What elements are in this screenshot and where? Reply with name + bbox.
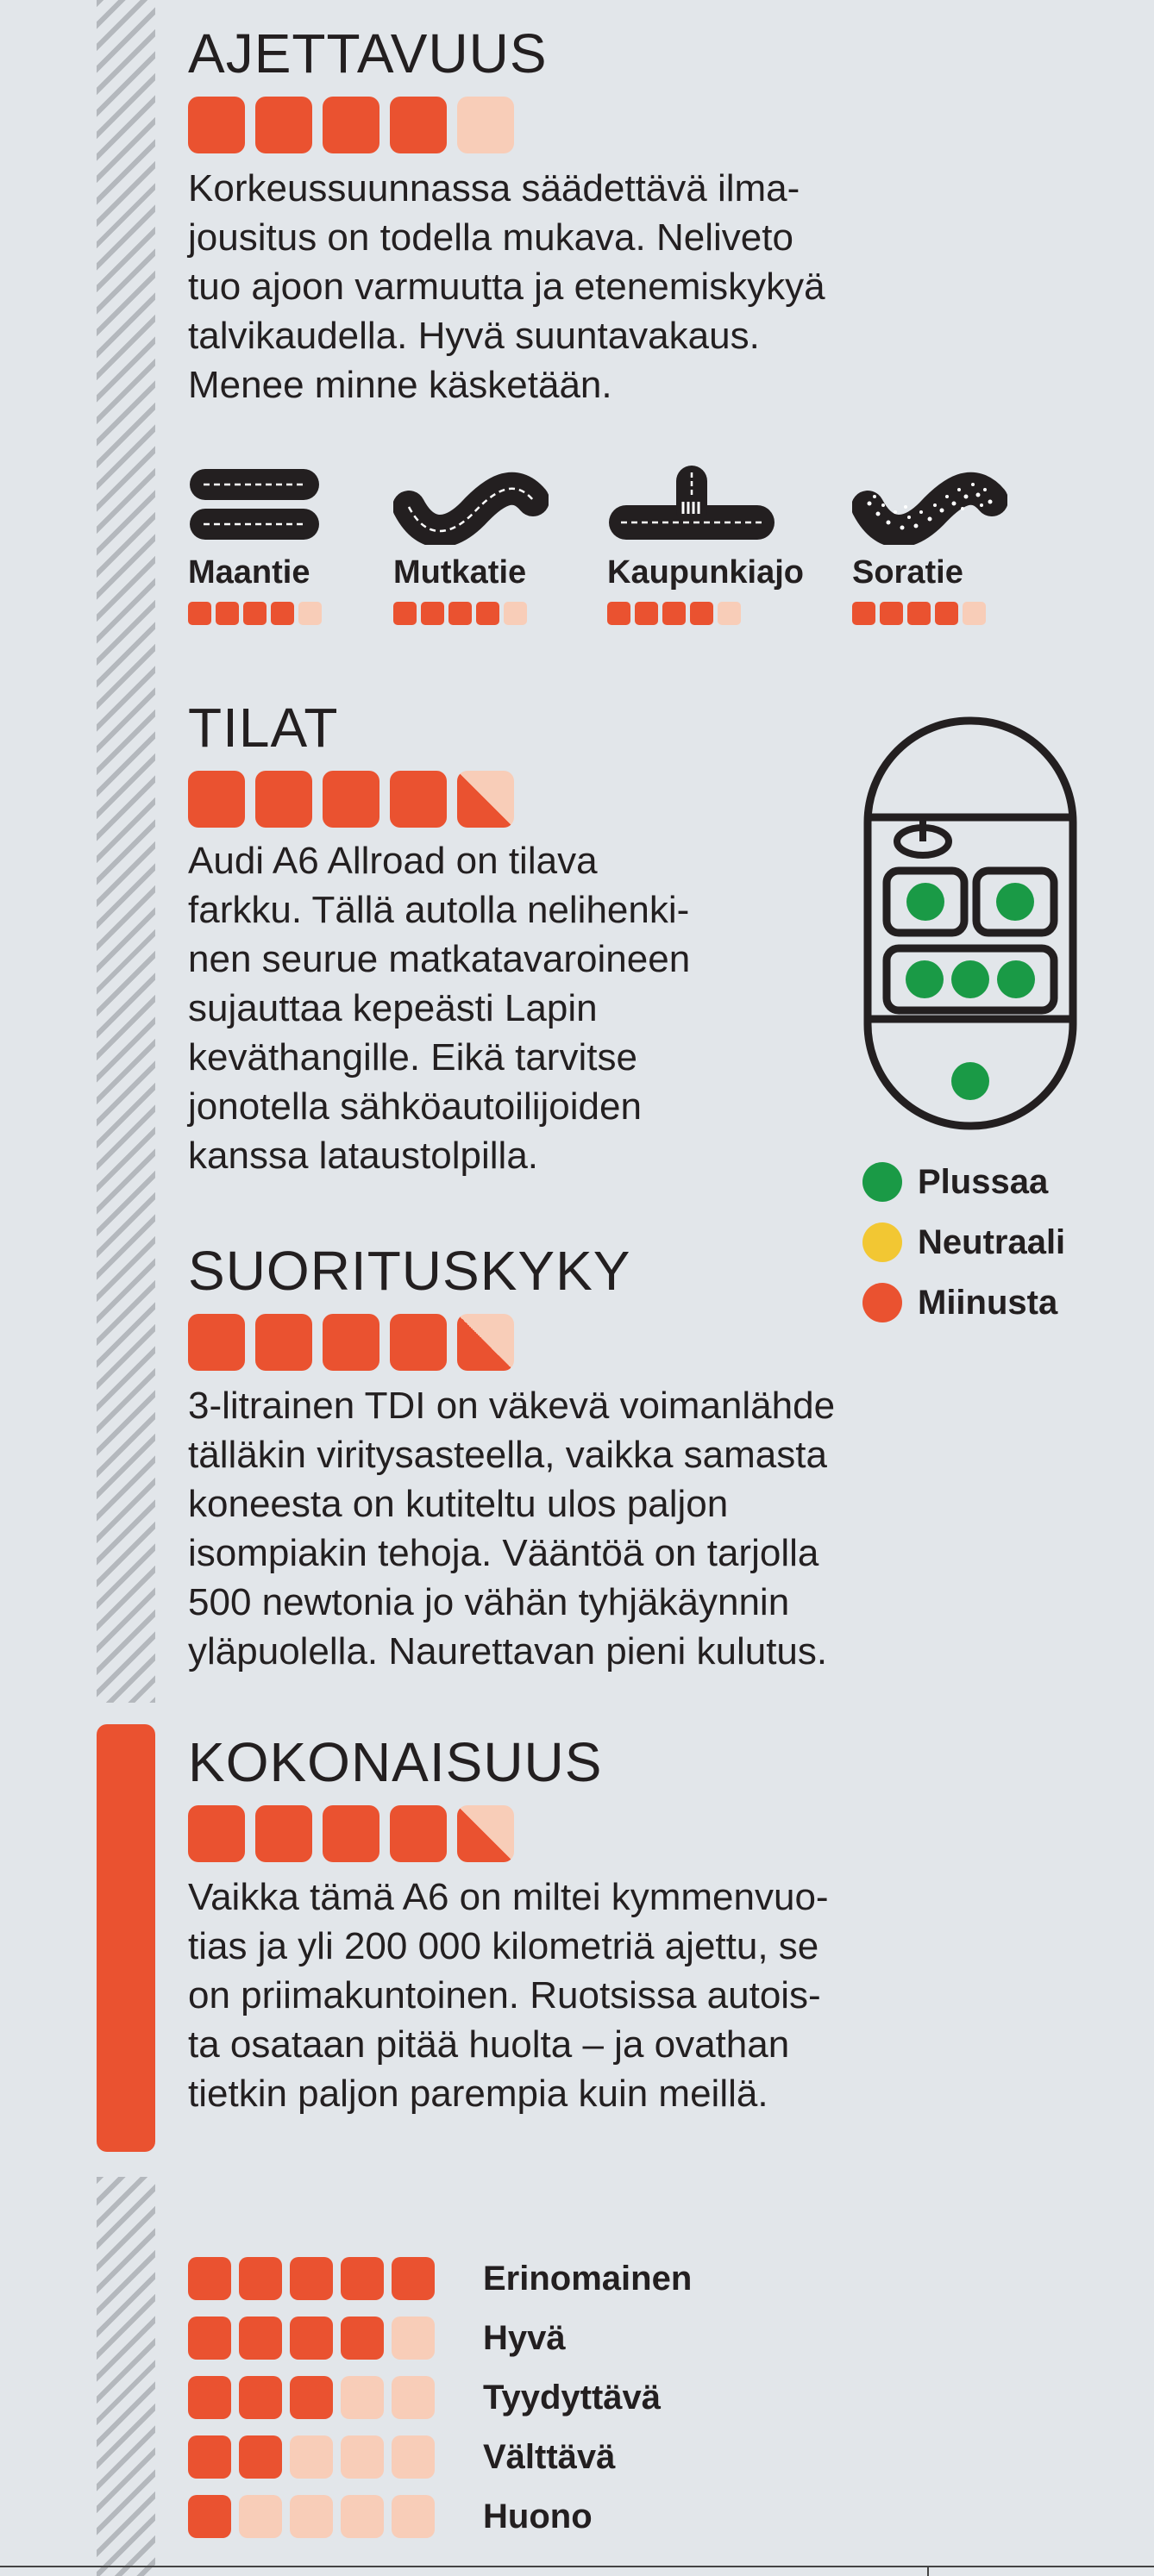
text-line: Korkeussuunnassa säädettävä ilma- (188, 167, 800, 209)
rating-block (255, 771, 312, 828)
rating-block (880, 602, 903, 625)
seat-plus-icon (951, 1062, 989, 1100)
rating-block (188, 1805, 245, 1862)
road-rating (607, 602, 804, 625)
section-suorituskyky (188, 1241, 835, 1676)
rating-block (341, 2317, 384, 2360)
scale-row (188, 2495, 692, 2538)
rating-block (188, 2257, 231, 2300)
section-title: SUORITUSKYKY (188, 1240, 631, 1302)
text-line: Vaikka tämä A6 on miltei kymmenvuo- (188, 1876, 829, 1918)
rating-block (188, 97, 245, 153)
rating-block (239, 2257, 282, 2300)
rating-block (255, 1314, 312, 1371)
rating-block (390, 97, 447, 153)
text-line: talvikaudella. Hyvä suuntavakaus. (188, 315, 760, 357)
road-label: Mutkatie (393, 554, 527, 591)
rating-block (239, 2376, 282, 2419)
scale-label: Huono (483, 2497, 593, 2535)
rating-block (239, 2435, 282, 2479)
highway-icon (188, 466, 321, 545)
rating-block (188, 2376, 231, 2419)
rating-block (852, 602, 875, 625)
red-dot-icon (862, 1283, 902, 1322)
seat-plus-icon (996, 883, 1034, 921)
section-tilat (188, 698, 690, 1180)
highlight-bar (97, 1724, 155, 2152)
text-line: nen seurue matkatavaroineen (188, 938, 691, 980)
road-kaupunkiajo (607, 466, 804, 625)
rating-blocks (188, 1314, 835, 1371)
text-line: Audi A6 Allroad on tilava (188, 840, 598, 882)
text-line: koneesta on kutiteltu ulos paljon (188, 1483, 729, 1525)
text-line: jousitus on todella mukava. Neliveto (188, 216, 793, 259)
text-line: farkku. Tällä autolla nelihenki- (188, 889, 690, 931)
rating-block (323, 1314, 379, 1371)
hatch-stripe-top (97, 0, 155, 1703)
legend-item-miinusta (862, 1283, 1065, 1322)
rating-block (239, 2495, 282, 2538)
road-rating (393, 602, 549, 625)
rating-scale (188, 2257, 692, 2554)
scale-blocks (188, 2257, 466, 2300)
divider (0, 2566, 1154, 2567)
rating-block (188, 2435, 231, 2479)
scale-label: Välttävä (483, 2437, 616, 2476)
seat-plus-icon (906, 960, 944, 998)
seat-plus-icon (906, 883, 944, 921)
rating-block (392, 2317, 435, 2360)
rating-block (188, 771, 245, 828)
legend-label: Miinusta (918, 1283, 1058, 1322)
seat-plus-icon (951, 960, 989, 998)
rating-block (188, 1314, 245, 1371)
rating-blocks (188, 1805, 829, 1862)
section-kokonaisuus (188, 1733, 829, 2118)
rating-block (323, 1805, 379, 1862)
rating-block (243, 602, 267, 625)
seat-legend (862, 1162, 1065, 1343)
rating-block (662, 602, 686, 625)
scale-row (188, 2317, 692, 2360)
rating-block (392, 2376, 435, 2419)
rating-block (290, 2435, 333, 2479)
text-line: kanssa lataustolpilla. (188, 1135, 539, 1177)
rating-block (607, 602, 630, 625)
road-soratie (852, 466, 1007, 625)
seat-plus-icon (997, 960, 1035, 998)
rating-block (635, 602, 658, 625)
rating-block (504, 602, 527, 625)
rating-block (188, 2495, 231, 2538)
road-maantie (188, 466, 322, 625)
green-dot-icon (862, 1162, 902, 1202)
section-ajettavuus (188, 24, 825, 410)
text-line: Menee minne käsketään. (188, 364, 612, 406)
road-rating (188, 602, 322, 625)
legend-item-neutraali (862, 1222, 1065, 1262)
rating-block (390, 1314, 447, 1371)
rating-block (341, 2376, 384, 2419)
rating-block (457, 97, 514, 153)
text-line: tietkin paljon parempia kuin meillä. (188, 2073, 768, 2115)
road-rating (852, 602, 1007, 625)
hatch-stripe-bottom (97, 2177, 155, 2576)
text-line: tälläkin viritysasteella, vaikka samasta (188, 1434, 827, 1476)
text-line: 500 newtonia jo vähän tyhjäkäynnin (188, 1581, 790, 1623)
rating-block (392, 2435, 435, 2479)
road-mutkatie (393, 466, 549, 625)
car-seating-diagram (859, 716, 1083, 1133)
scale-blocks (188, 2376, 466, 2419)
scale-label: Erinomainen (483, 2259, 693, 2298)
rating-block (323, 97, 379, 153)
rating-block (392, 2257, 435, 2300)
winding-road-icon (393, 466, 549, 545)
rating-block (907, 602, 931, 625)
rating-block (457, 1805, 514, 1862)
rating-block (216, 602, 239, 625)
rating-block (290, 2257, 333, 2300)
text-line: tuo ajoon varmuutta ja etenemiskykyä (188, 266, 825, 308)
text-line: on priimakuntoinen. Ruotsissa autois- (188, 1974, 821, 2016)
rating-block (393, 602, 417, 625)
rating-block (390, 1805, 447, 1862)
rating-block (718, 602, 741, 625)
section-text (188, 1873, 829, 2118)
rating-block (290, 2317, 333, 2360)
legend-label: Neutraali (918, 1222, 1066, 1261)
rating-block (323, 771, 379, 828)
text-line: yläpuolella. Naurettavan pieni kulutus. (188, 1630, 828, 1673)
section-title: AJETTAVUUS (188, 22, 548, 84)
rating-block (290, 2376, 333, 2419)
text-line: keväthangille. Eikä tarvitse (188, 1036, 637, 1079)
rating-blocks (188, 771, 690, 828)
rating-block (188, 602, 211, 625)
road-label: Soratie (852, 554, 963, 591)
rating-block (390, 771, 447, 828)
rating-block (341, 2257, 384, 2300)
scale-label: Hyvä (483, 2318, 566, 2357)
text-line: 3-litrainen TDI on väkevä voimanlähde (188, 1385, 836, 1427)
rating-block (341, 2435, 384, 2479)
rating-block (239, 2317, 282, 2360)
rating-block (421, 602, 444, 625)
yellow-dot-icon (862, 1222, 902, 1262)
rating-block (457, 771, 514, 828)
scale-label: Tyydyttävä (483, 2378, 662, 2417)
text-line: ta osataan pitää huolta – ja ovathan (188, 2023, 790, 2066)
scale-blocks (188, 2495, 466, 2538)
scale-row (188, 2435, 692, 2479)
road-label: Kaupunkiajo (607, 554, 805, 591)
city-road-icon (607, 466, 776, 545)
scale-row (188, 2376, 692, 2419)
rating-block (188, 2317, 231, 2360)
section-text (188, 164, 825, 410)
text-line: tias ja yli 200 000 kilometriä ajettu, se (188, 1925, 819, 1967)
road-label: Maantie (188, 554, 310, 591)
rating-block (255, 97, 312, 153)
legend-item-plussaa (862, 1162, 1065, 1202)
legend-label: Plussaa (918, 1162, 1049, 1201)
rating-block (298, 602, 322, 625)
section-text (188, 836, 690, 1180)
text-line: jonotella sähköautoilijoiden (188, 1085, 642, 1128)
rating-block (935, 602, 958, 625)
rating-block (690, 602, 713, 625)
rating-block (341, 2495, 384, 2538)
section-text (188, 1381, 835, 1676)
divider-tick (927, 2566, 929, 2576)
text-line: isompiakin tehoja. Vääntöä on tarjolla (188, 1532, 819, 1574)
text-line: sujauttaa kepeästi Lapin (188, 987, 598, 1029)
rating-block (457, 1314, 514, 1371)
section-title: KOKONAISUUS (188, 1731, 603, 1793)
scale-blocks (188, 2435, 466, 2479)
rating-block (448, 602, 472, 625)
scale-row (188, 2257, 692, 2300)
gravel-road-icon (852, 466, 1007, 545)
rating-block (963, 602, 986, 625)
rating-block (392, 2495, 435, 2538)
rating-block (271, 602, 294, 625)
rating-block (290, 2495, 333, 2538)
rating-blocks (188, 97, 825, 153)
rating-block (255, 1805, 312, 1862)
scale-blocks (188, 2317, 466, 2360)
rating-block (476, 602, 499, 625)
section-title: TILAT (188, 697, 339, 759)
